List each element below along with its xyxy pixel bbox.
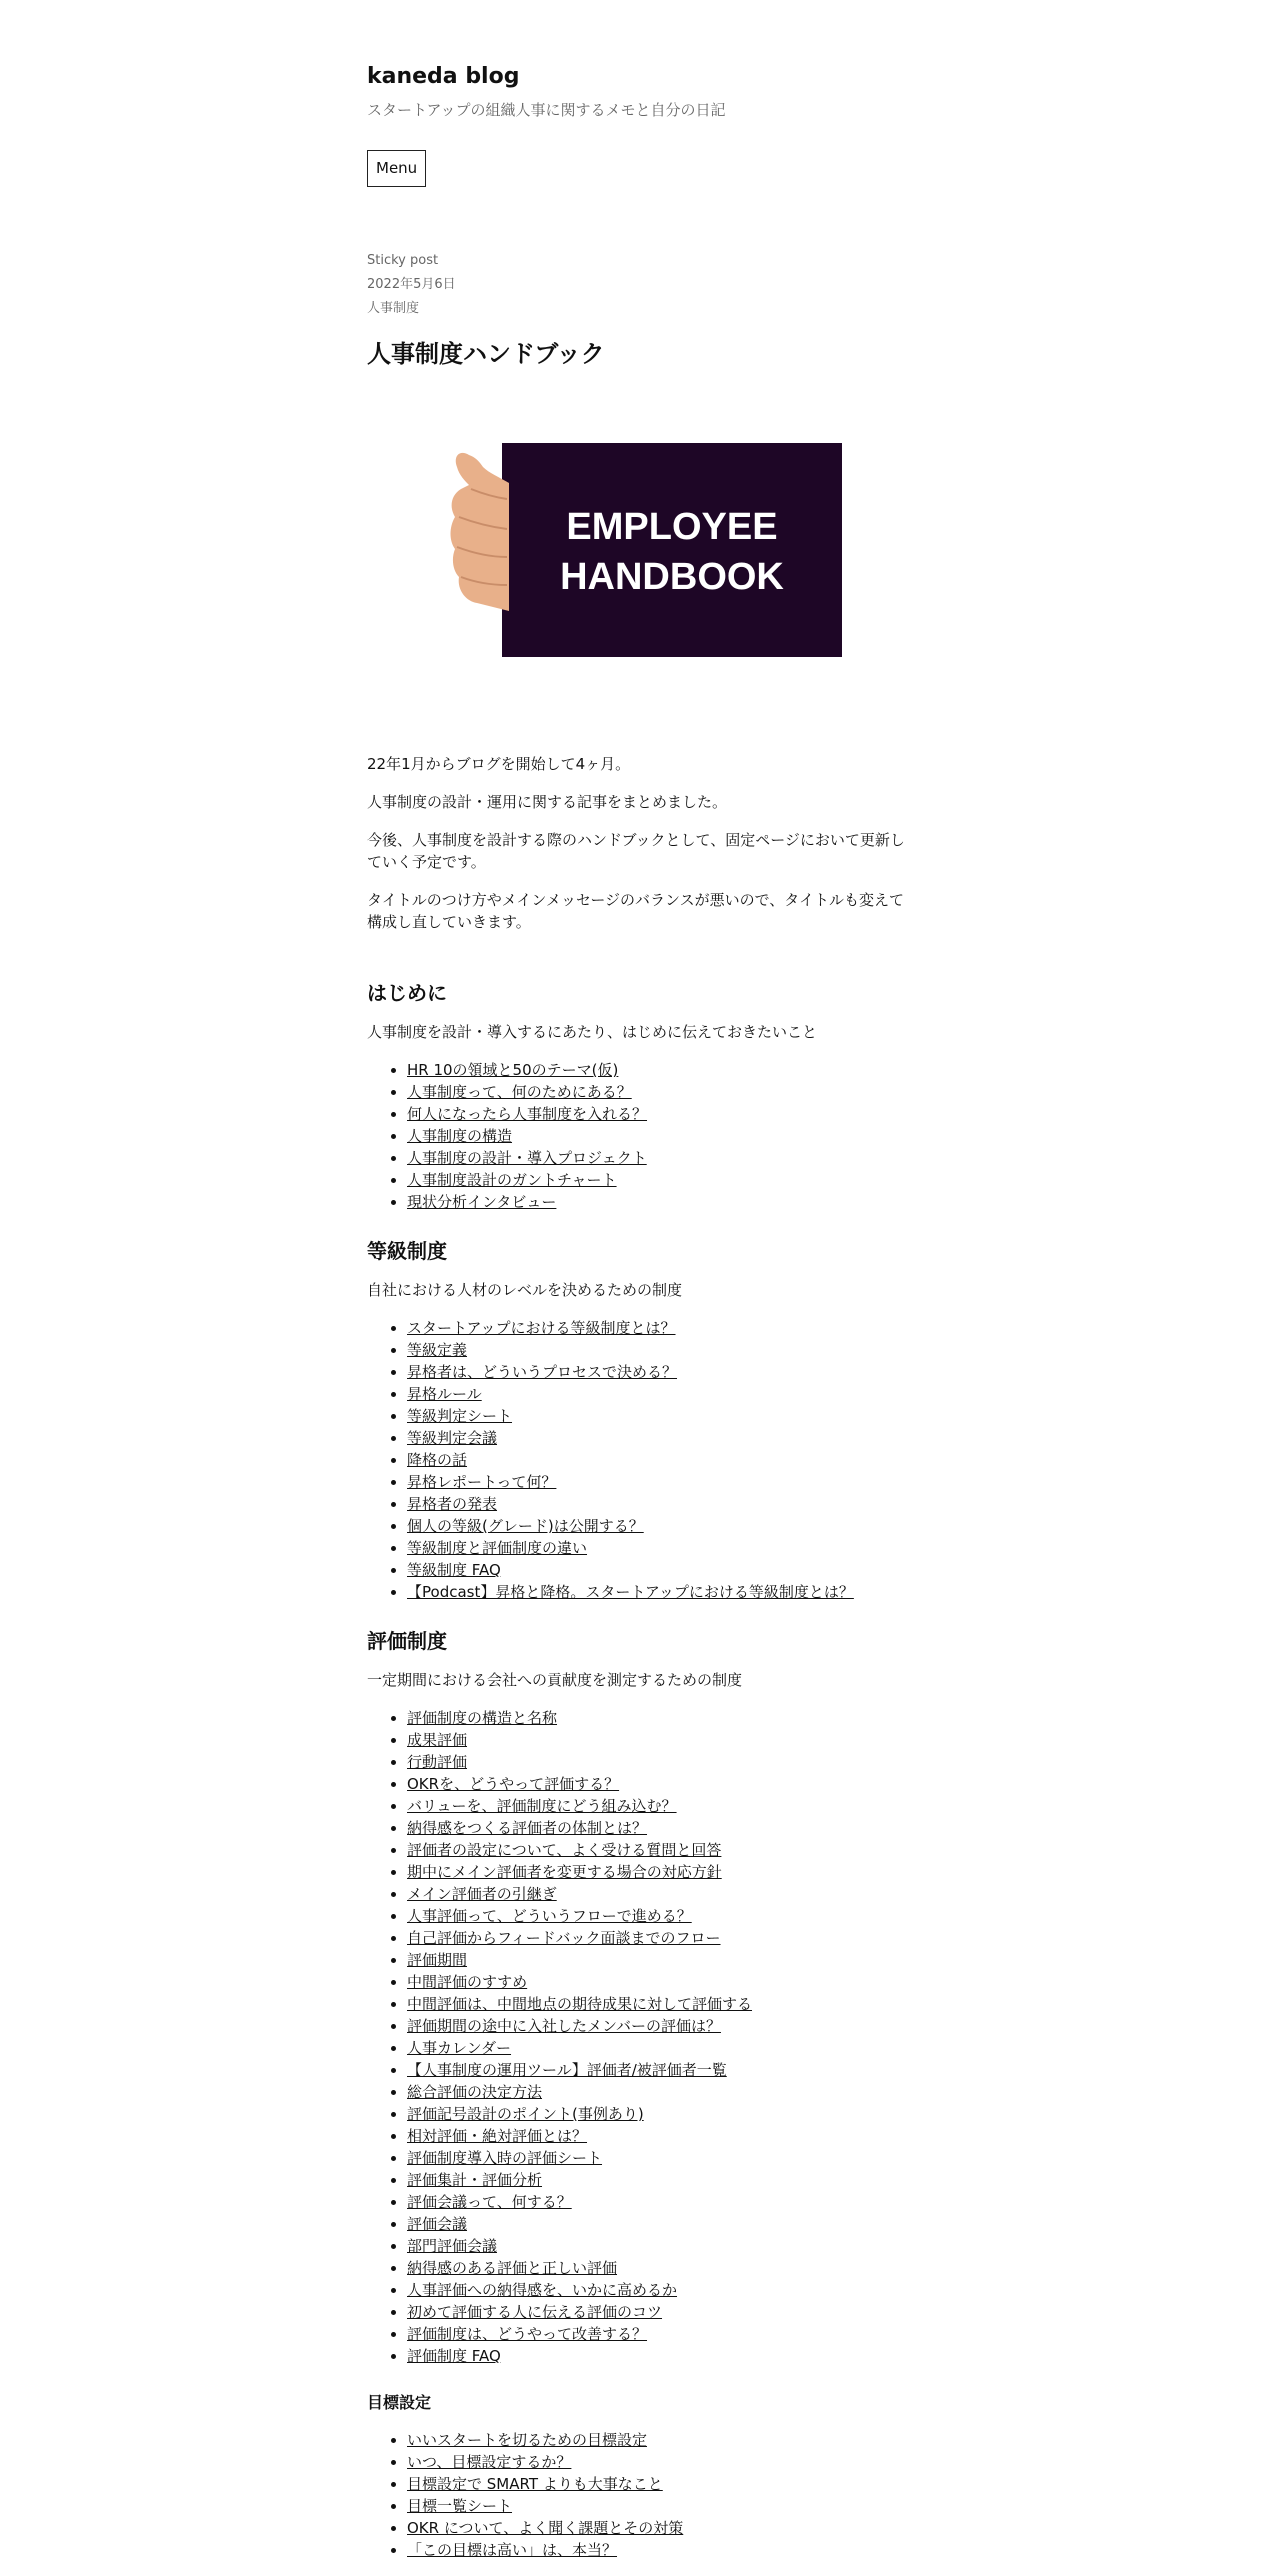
article-link[interactable]: 評価期間 xyxy=(407,1951,468,1969)
article-link[interactable]: 評価者の設定について、よく受ける質問と回答 xyxy=(407,1841,722,1859)
list-item xyxy=(407,2429,917,2451)
article-link[interactable]: 評価制度は、どうやって改善する？ xyxy=(407,2325,648,2343)
article-link[interactable]: 初めて評価する人に伝える評価のコツ xyxy=(407,2303,663,2321)
article-link[interactable]: 中間評価は、中間地点の期待成果に対して評価する xyxy=(407,1995,753,2013)
article-link[interactable]: いつ、目標設定するか？ xyxy=(407,2453,572,2471)
list-item xyxy=(407,1449,917,1471)
section-eval xyxy=(367,1627,917,2367)
list-item xyxy=(407,1773,917,1795)
list-item xyxy=(407,1949,917,1971)
article-link[interactable]: 自己評価からフィードバック面談までのフロー xyxy=(407,1929,721,1947)
article-link[interactable]: 人事評価への納得感を、いかに高めるか xyxy=(407,2281,678,2299)
sticky-label: Sticky post xyxy=(367,253,439,268)
section-description: 一定期間における会社への貢献度を測定するための制度 xyxy=(367,1671,743,1689)
article-link[interactable]: 評価会議って、何する？ xyxy=(407,2193,572,2211)
section-intro xyxy=(367,979,917,1213)
article-link[interactable]: 個人の等級(グレード)は公開する？ xyxy=(407,1517,644,1535)
article-link[interactable]: 評価制度 FAQ xyxy=(407,2347,501,2365)
article-link[interactable]: 現状分析インタビュー xyxy=(407,1193,557,1211)
article-link[interactable]: 評価記号設計のポイント(事例あり) xyxy=(407,2105,644,2123)
post-category[interactable]: 人事制度 xyxy=(367,301,420,316)
article-link[interactable]: 納得感をつくる評価者の体制とは？ xyxy=(407,1819,648,1837)
article-link[interactable]: 等級定義 xyxy=(407,1341,468,1359)
article-link[interactable]: 人事制度の構造 xyxy=(407,1127,513,1145)
list-item xyxy=(407,1861,917,1883)
article-link[interactable]: 評価制度の構造と名称 xyxy=(407,1709,558,1727)
article-link[interactable]: 評価集計・評価分析 xyxy=(407,2171,543,2189)
list-item xyxy=(407,1883,917,1905)
list-item xyxy=(407,2473,917,2495)
section-description: 人事制度を設計・導入するにあたり、はじめに伝えておきたいこと xyxy=(367,1023,818,1041)
article-link[interactable]: 【Podcast】昇格と降格。スタートアップにおける等級制度とは？ xyxy=(407,1583,854,1601)
list-item xyxy=(407,2169,917,2191)
intro-paragraph: 今後、人事制度を設計する際のハンドブックとして、固定ページにおいて更新していく予定です。 xyxy=(367,831,905,871)
article-link[interactable]: 「この目標は高い」は、本当？ xyxy=(407,2541,618,2559)
site-header xyxy=(367,64,917,187)
list-item xyxy=(407,1905,917,1927)
article-link[interactable]: スタートアップにおける等級制度とは？ xyxy=(407,1319,676,1337)
list-item xyxy=(407,2257,917,2279)
article-link[interactable]: 人事制度の設計・導入プロジェクト xyxy=(407,1149,647,1167)
article-link[interactable]: 人事カレンダー xyxy=(407,2039,512,2057)
subsection-heading: 目標設定 xyxy=(367,2393,432,2412)
link-list xyxy=(367,1317,917,1603)
post-title: 人事制度ハンドブック xyxy=(367,340,605,368)
intro-paragraph: 22年1月からブログを開始して4ヶ月。 xyxy=(367,755,631,773)
list-item xyxy=(407,1405,917,1427)
article-link[interactable]: 部門評価会議 xyxy=(407,2237,498,2255)
list-item xyxy=(407,2015,917,2037)
article-link[interactable]: 中間評価のすすめ xyxy=(407,1973,528,1991)
article-link[interactable]: いいスタートを切るための目標設定 xyxy=(407,2431,648,2449)
list-item xyxy=(407,1339,917,1361)
list-item xyxy=(407,2495,917,2517)
list-item xyxy=(407,1927,917,1949)
list-item xyxy=(407,2191,917,2213)
list-item xyxy=(407,1103,917,1125)
article-link[interactable]: 昇格ルール xyxy=(407,1385,482,1403)
employee-handbook-image xyxy=(447,443,847,657)
list-item xyxy=(407,1125,917,1147)
section-grade xyxy=(367,1237,917,1603)
list-item xyxy=(407,1493,917,1515)
section-goal xyxy=(367,2391,917,2561)
list-item xyxy=(407,2059,917,2081)
article-link[interactable]: 何人になったら人事制度を入れる？ xyxy=(407,1105,648,1123)
section-description: 自社における人材のレベルを決めるための制度 xyxy=(367,1281,683,1299)
intro-paragraph: 人事制度の設計・運用に関する記事をまとめました。 xyxy=(367,793,728,811)
article-link[interactable]: 期中にメイン評価者を変更する場合の対応方針 xyxy=(407,1863,722,1881)
article-link[interactable]: 昇格者の発表 xyxy=(407,1495,498,1513)
list-item xyxy=(407,1559,917,1581)
list-item xyxy=(407,2323,917,2345)
article-link[interactable]: 等級判定シート xyxy=(407,1407,513,1425)
article-link[interactable]: 目標設定で SMART よりも大事なこと xyxy=(407,2475,663,2493)
site-description: スタートアップの組織人事に関するメモと自分の日記 xyxy=(367,101,726,119)
list-item xyxy=(407,1537,917,1559)
list-item xyxy=(407,1317,917,1339)
site-title[interactable]: kaneda blog xyxy=(367,64,520,89)
article-link[interactable]: 昇格レポートって何？ xyxy=(407,1473,557,1491)
article-link[interactable]: 目標一覧シート xyxy=(407,2497,513,2515)
image-text-line1: EMPLOYEE xyxy=(566,506,778,548)
list-item xyxy=(407,1795,917,1817)
list-item xyxy=(407,1839,917,1861)
list-item xyxy=(407,2037,917,2059)
list-item xyxy=(407,2147,917,2169)
list-item xyxy=(407,1191,917,1213)
article-link[interactable]: 人事制度設計のガントチャート xyxy=(407,1171,617,1189)
post-meta xyxy=(367,249,917,321)
list-item xyxy=(407,1817,917,1839)
article-link[interactable]: 等級制度 FAQ xyxy=(407,1561,501,1579)
section-heading: はじめに xyxy=(367,981,447,1005)
link-list xyxy=(367,1707,917,2367)
post-intro xyxy=(367,753,917,933)
article-link[interactable]: 評価会議 xyxy=(407,2215,468,2233)
list-item xyxy=(407,1993,917,2015)
article-link[interactable]: 行動評価 xyxy=(407,1753,468,1771)
link-list xyxy=(367,1059,917,1213)
list-item xyxy=(407,1361,917,1383)
list-item xyxy=(407,2345,917,2367)
list-item xyxy=(407,2081,917,2103)
post-date[interactable]: 2022年5月6日 xyxy=(367,277,456,292)
list-item xyxy=(407,2279,917,2301)
list-item xyxy=(407,1471,917,1493)
article-link[interactable]: 【人事制度の運用ツール】評価者/被評価者一覧 xyxy=(407,2061,727,2079)
section-heading: 評価制度 xyxy=(367,1629,447,1653)
list-item xyxy=(407,1515,917,1537)
article-link[interactable]: 成果評価 xyxy=(407,1731,468,1749)
list-item xyxy=(407,2125,917,2147)
article-link[interactable]: メイン評価者の引継ぎ xyxy=(407,1885,557,1903)
list-item xyxy=(407,1081,917,1103)
list-item xyxy=(407,1169,917,1191)
article-link[interactable]: 総合評価の決定方法 xyxy=(407,2083,543,2101)
menu-button[interactable]: Menu xyxy=(367,150,426,187)
handbook-cover xyxy=(502,443,842,657)
list-item xyxy=(407,1147,917,1169)
list-item xyxy=(407,1383,917,1405)
article-link[interactable]: OKR について、よく聞く課題とその対策 xyxy=(407,2519,684,2537)
article-link[interactable]: 評価制度導入時の評価シート xyxy=(407,2149,603,2167)
list-item xyxy=(407,2517,917,2539)
list-item xyxy=(407,2451,917,2473)
list-item xyxy=(407,1707,917,1729)
hand-icon xyxy=(451,453,510,611)
article-link[interactable]: 評価期間の途中に入社したメンバーの評価は？ xyxy=(407,2017,721,2035)
article-link[interactable]: 人事制度って、何のためにある？ xyxy=(407,1083,632,1101)
list-item xyxy=(407,1059,917,1081)
article-link[interactable]: 人事評価って、どういうフローで進める？ xyxy=(407,1907,692,1925)
list-item xyxy=(407,1751,917,1773)
list-item xyxy=(407,2103,917,2125)
section-heading: 等級制度 xyxy=(367,1239,447,1263)
link-list xyxy=(367,2429,917,2561)
article-link[interactable]: 等級制度と評価制度の違い xyxy=(407,1539,588,1557)
article-link[interactable]: 相対評価・絶対評価とは？ xyxy=(407,2127,588,2145)
article-link[interactable]: 等級判定会議 xyxy=(407,1429,498,1447)
page-container xyxy=(367,0,917,2561)
intro-paragraph: タイトルのつけ方やメインメッセージのバランスが悪いので、タイトルも変えて構成し直していきます。 xyxy=(367,891,905,931)
list-item xyxy=(407,2235,917,2257)
featured-image xyxy=(367,443,917,657)
image-text-line2: HANDBOOK xyxy=(560,556,784,598)
list-item xyxy=(407,1581,917,1603)
list-item xyxy=(407,2213,917,2235)
list-item xyxy=(407,2301,917,2323)
list-item xyxy=(407,1971,917,1993)
article-link[interactable]: 昇格者は、どういうプロセスで決める？ xyxy=(407,1363,678,1381)
article-link[interactable]: 納得感のある評価と正しい評価 xyxy=(407,2259,618,2277)
article-link[interactable]: HR 10の領域と50のテーマ(仮) xyxy=(407,1061,619,1079)
list-item xyxy=(407,2539,917,2561)
article-link[interactable]: 降格の話 xyxy=(407,1451,468,1469)
article-link[interactable]: バリューを、評価制度にどう組み込む？ xyxy=(407,1797,677,1815)
article-link[interactable]: OKRを、どうやって評価する？ xyxy=(407,1775,620,1793)
list-item xyxy=(407,1427,917,1449)
list-item xyxy=(407,1729,917,1751)
